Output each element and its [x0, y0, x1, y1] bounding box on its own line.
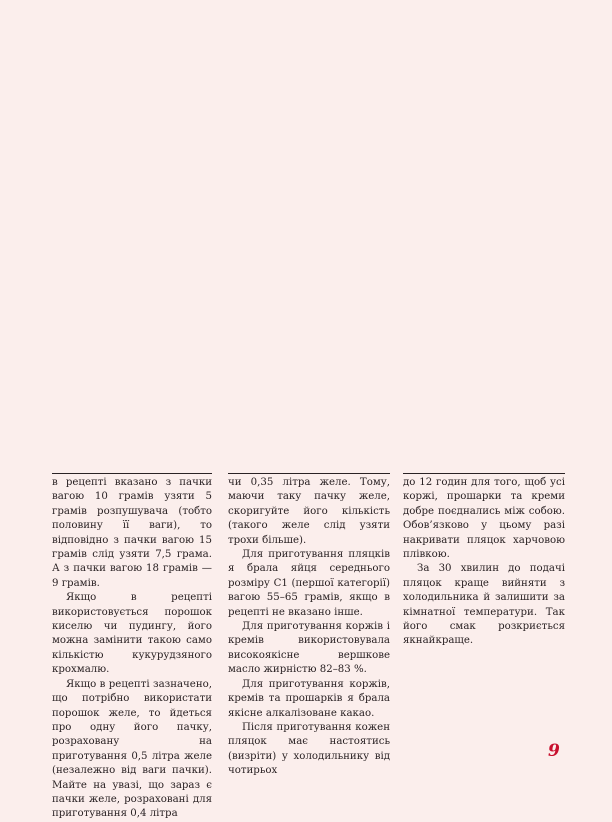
page-number: 9 [548, 741, 560, 761]
paragraph: За 30 хвилин до подачі пляцок краще вийняти з холодильника й залишити за кімнатної температури. Так його смак розкриється якнайкраще. [403, 563, 565, 647]
column-rule-right [403, 473, 565, 474]
paragraph: Для приготування пляцків я брала яйця середнього розміру C1 (першої категорії) вагою 55–65 грамів, якщо в рецепті не вказано інше. [228, 549, 390, 618]
column-rule-middle [228, 473, 390, 474]
paragraph: Для приготування коржів і кремів використовувала високоякісне вершкове масло жирністю 82–83 %. [228, 621, 390, 676]
text-column-3 [403, 476, 565, 649]
paragraph: Якщо в рецепті використовується порошок киселю чи пудингу, його можна замінити такою само кількістю кукурудзяного крохмалю. [52, 592, 212, 676]
column-rule-left [52, 473, 212, 474]
paragraph: чи 0,35 літра желе. Тому, маючи таку пачку желе, скоригуйте його кількість (такого желе слід узяти трохи більше). [228, 477, 390, 546]
text-column-2 [228, 476, 390, 779]
paragraph: Якщо в рецепті зазначено, що потрібно використати порошок желе, то йдеться про одну його пачку, розраховану на приготування 0,5 літра желе (незалежно від ваги пачки). Майте на увазі, що зараз є пачки желе, розраховані для приготування 0,4 літра [52, 678, 212, 820]
paragraph: Після приготування кожен пляцок має настоятись (визріти) у холодильнику від чотирьох [228, 721, 390, 777]
paragraph: до 12 годин для того, щоб усі коржі, прошарки та креми добре поєднались між собою. Обов’язково у цьому разі накривати пляцок харчовою плівкою. [403, 477, 565, 561]
paragraph: Для приготування коржів, кремів та прошарків я брала якісне алкалізоване какао. [228, 678, 390, 719]
paragraph: в рецепті вказано з пачки вагою 10 грамів узяти 5 грамів розпушувача (тобто половину її ваги), то відповідно з пачки вагою 15 грамів слід узяти 7,5 грама. А з пачки вагою 18 грамів — 9 грамів. [52, 477, 212, 589]
text-column-1 [52, 476, 212, 822]
